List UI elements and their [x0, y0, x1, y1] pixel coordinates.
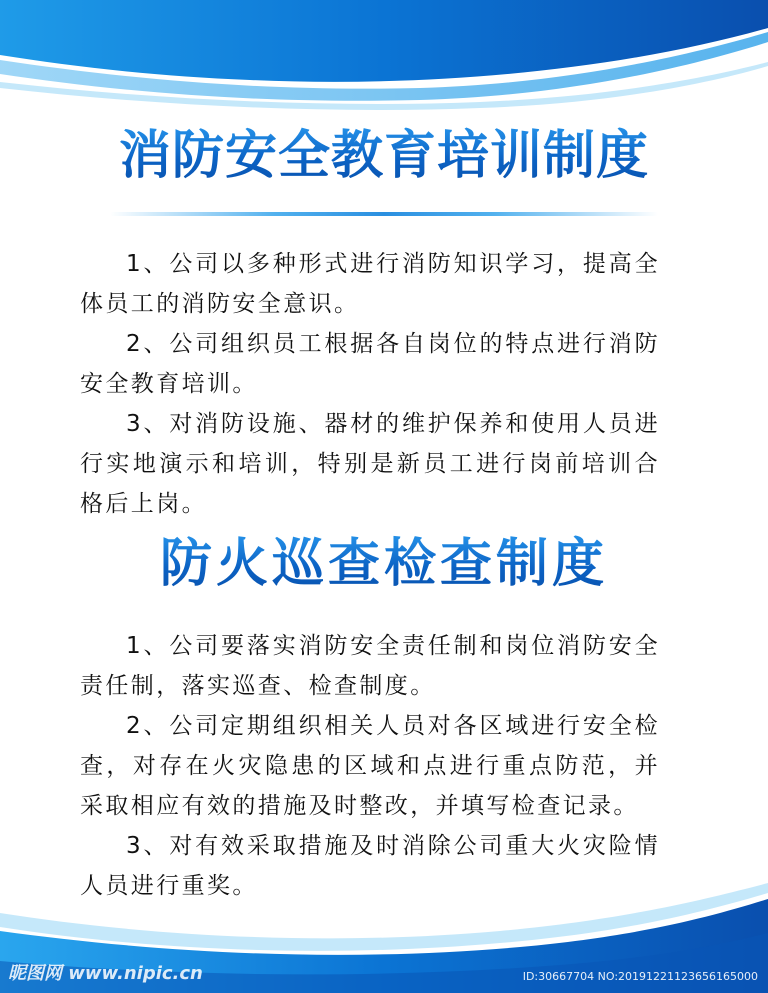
paragraph: 2、公司组织员工根据各自岗位的特点进行消防安全教育培训。	[80, 331, 660, 397]
paragraph: 1、公司以多种形式进行消防知识学习，提高全体员工的消防安全意识。	[80, 251, 660, 317]
paragraph: 2、公司定期组织相关人员对各区域进行安全检查，对存在火灾隐患的区域和点进行重点防范，并采取相应有效的措施及时整改，并填写检查记录。	[80, 713, 660, 819]
section-body-fire-patrol	[80, 626, 660, 906]
title-divider	[110, 212, 658, 216]
section-body-fire-education	[80, 244, 660, 524]
paragraph: 3、对有效采取措施及时消除公司重大火灾险情人员进行重奖。	[80, 833, 660, 899]
paragraph: 3、对消防设施、器材的维护保养和使用人员进行实地演示和培训，特别是新员工进行岗前培训合格后上岗。	[80, 411, 660, 517]
watermark-id: ID:30667704 NO:20191221123656165000	[522, 970, 758, 983]
top-wave-decoration	[0, 0, 768, 110]
paragraph: 1、公司要落实消防安全责任制和岗位消防安全责任制，落实巡查、检查制度。	[80, 633, 660, 699]
section-title-fire-education: 消防安全教育培训制度	[0, 120, 768, 192]
watermark-site: 昵图网 www.nipic.cn	[8, 963, 203, 984]
section-title-fire-patrol: 防火巡查检查制度	[0, 528, 768, 600]
